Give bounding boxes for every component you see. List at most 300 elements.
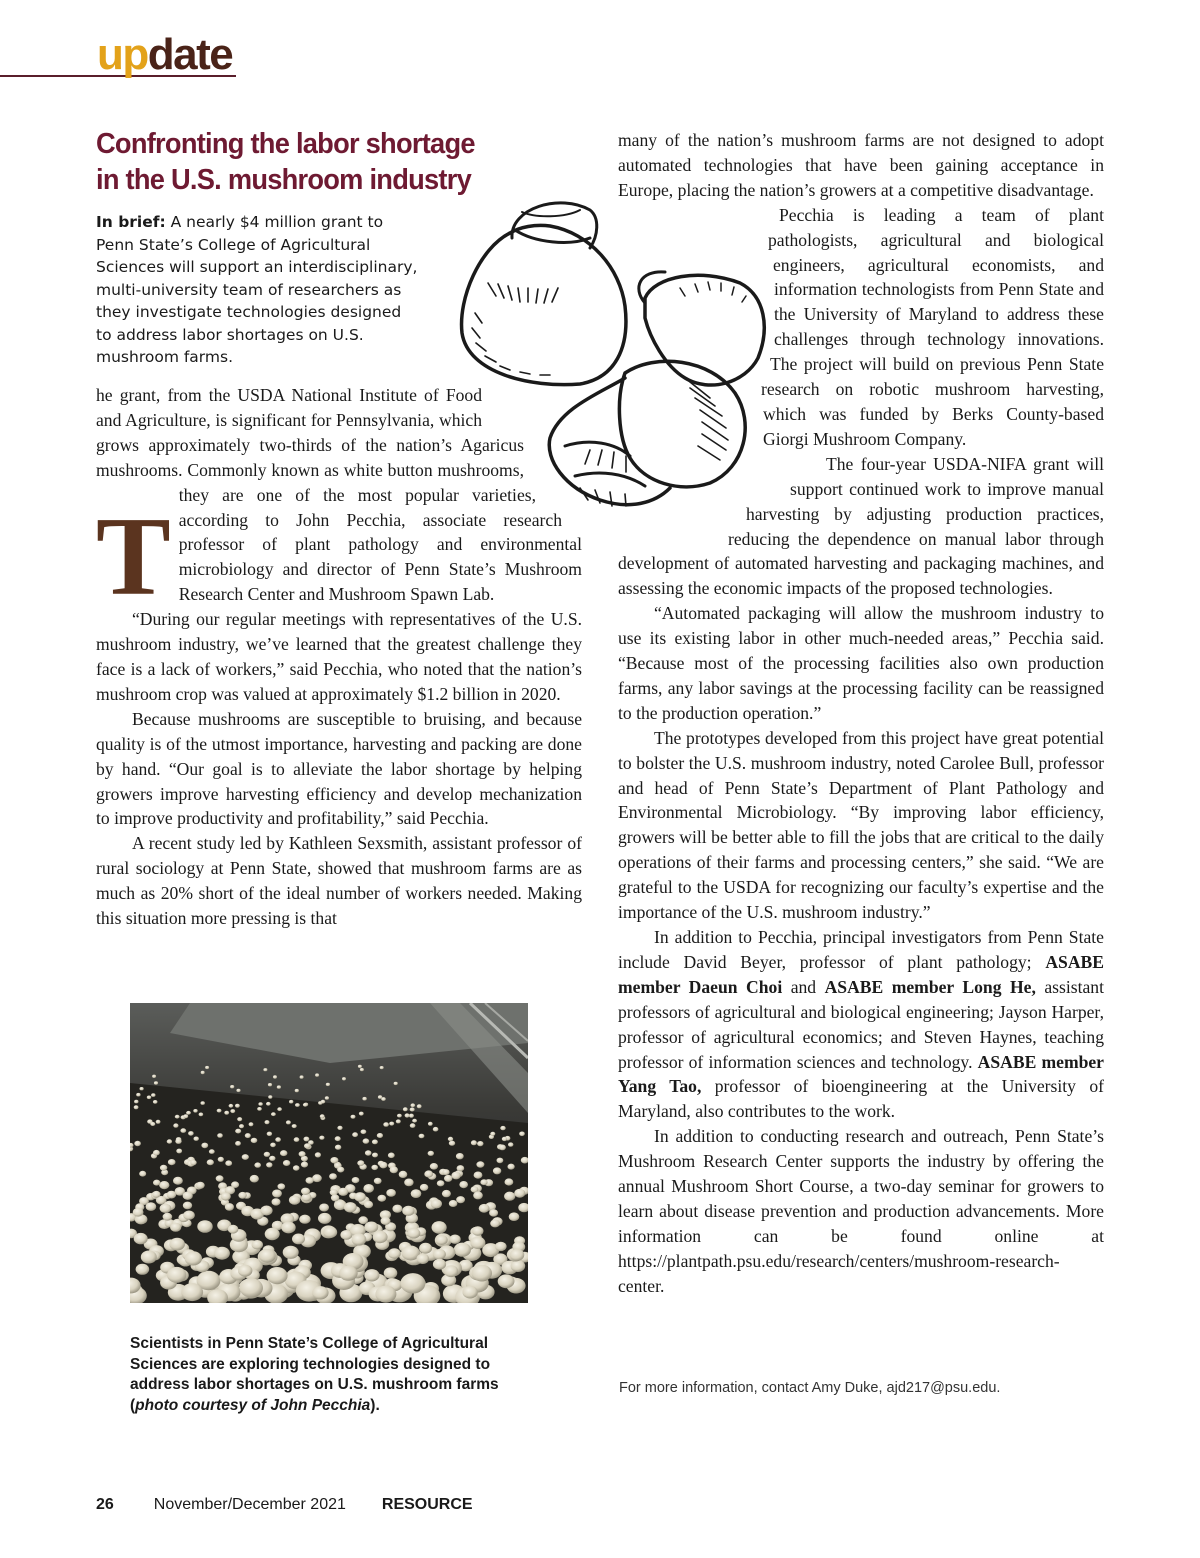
mushroom-cap xyxy=(175,1115,180,1119)
mushroom-cap xyxy=(252,1240,263,1249)
mushroom-cap xyxy=(136,1264,150,1275)
mushroom-cap xyxy=(499,1145,506,1151)
mushroom-cap xyxy=(293,1165,300,1170)
mushroom-cap xyxy=(136,1093,140,1097)
mushroom-cap xyxy=(265,1120,270,1124)
mushroom-cap xyxy=(240,1278,263,1297)
mushroom-cap xyxy=(300,1075,304,1078)
asabe-member-name: ASABE member Yang Tao, xyxy=(618,1051,1104,1097)
mushroom-cap xyxy=(283,1160,290,1166)
mushroom-cap xyxy=(235,1141,241,1146)
section-title-update xyxy=(97,28,232,82)
mushroom-cap xyxy=(457,1165,465,1171)
mushroom-cap xyxy=(266,1102,271,1106)
mushroom-cap xyxy=(281,1222,295,1234)
mushroom-cap xyxy=(160,1165,167,1171)
mushroom-cap xyxy=(459,1181,468,1188)
page-number: 26 xyxy=(96,1496,114,1513)
mushroom-cap xyxy=(374,1178,382,1184)
mushroom-cap xyxy=(269,1156,275,1161)
mushroom-cap xyxy=(176,1149,182,1154)
mushroom-cap xyxy=(456,1196,465,1203)
mushroom-cap xyxy=(335,1145,341,1150)
mushroom-cap xyxy=(318,1213,331,1224)
mushroom-cap xyxy=(325,1096,329,1100)
mushroom-cap xyxy=(357,1160,364,1166)
mushroom-cap xyxy=(436,1235,448,1245)
mushroom-cap xyxy=(199,1113,204,1117)
mushroom-cap xyxy=(245,1133,251,1138)
article-paragraph: Pecchia is leading a team of plant pathologists, agricultural and biological engineers, agricultural economists, and information technologists from Penn State and the University of Maryland to address these challenges through technology innovations. The project will build on previous Penn State research on robotic mushroom harvesting, which was funded by Berks County-based Giorgi Mushroom Company. xyxy=(761,204,1104,449)
mushroom-cap xyxy=(221,1192,231,1200)
mushroom-cap xyxy=(404,1179,413,1187)
mushroom-cap xyxy=(151,1093,155,1097)
mushroom-cap xyxy=(504,1192,515,1201)
mushroom-cap xyxy=(216,1175,224,1181)
mushroom-cap xyxy=(249,1122,254,1126)
mushroom-cap xyxy=(319,1136,324,1140)
mushroom-cap xyxy=(480,1179,487,1185)
mushroom-cap xyxy=(372,1153,378,1158)
mushroom-cap xyxy=(197,1220,212,1233)
mushroom-cap xyxy=(490,1132,495,1136)
mushroom-cap xyxy=(377,1133,383,1138)
mushroom-cap xyxy=(258,1102,262,1106)
mushroom-cap xyxy=(134,1141,141,1146)
mushroom-cap xyxy=(169,1238,185,1251)
mushroom-cap xyxy=(306,1177,314,1184)
mushroom-cap xyxy=(430,1163,438,1170)
article-paragraph: “Automated packaging will allow the mushroom industry to use its existing labor in other much-needed areas,” Pecchia said. “Because most of the processing facilities also own production farms, any labor savings at the processing facility can be reassigned to the production operation.” xyxy=(618,603,1104,723)
mushroom-cap xyxy=(410,1108,415,1112)
asabe-member-name: ASABE member Daeun Choi xyxy=(618,951,1104,997)
mushroom-cap xyxy=(384,1267,398,1278)
mushroom-cap xyxy=(432,1221,447,1234)
mushroom-cap xyxy=(472,1265,492,1282)
mushroom-cap xyxy=(230,1085,234,1088)
mushroom-cap xyxy=(301,1188,310,1195)
article-paragraph: “During our regular meetings with representatives of the U.S. mushroom industry, we’ve learned that the greatest challenge they face is a lack of workers,” said Pecchia, who noted that the nation’s mushroom crop was valued at approximately $1.2 billion in 2020. xyxy=(96,609,582,704)
article-paragraph: Because mushrooms are susceptible to bruising, and because quality is of the utmost importance, harvesting and packing are done by hand. “Our goal is to alleviate the labor shortage by helping growers improve harvesting efficiency and develop mechanization to improve productivity and profitability,” said Pecchia. xyxy=(96,708,582,829)
mushroom-cap xyxy=(449,1200,458,1207)
mushroom-cap xyxy=(375,1286,396,1303)
mushroom-cap xyxy=(490,1219,500,1227)
mushroom-cap xyxy=(160,1204,172,1213)
mushroom-cap xyxy=(364,1201,373,1209)
mushroom-cap xyxy=(134,1100,138,1104)
page-footer xyxy=(96,1496,473,1514)
mushroom-cap xyxy=(462,1286,477,1299)
mushroom-cap xyxy=(183,1192,193,1200)
mushroom-cap xyxy=(201,1101,205,1105)
mushroom-cap xyxy=(238,1192,246,1199)
mushroom-cap xyxy=(383,1122,389,1127)
mushroom-cap xyxy=(225,1160,232,1166)
issue-date: November/December 2021 xyxy=(153,1496,346,1513)
mushroom-cap xyxy=(476,1161,484,1167)
mushroom-cap xyxy=(168,1159,176,1165)
asabe-member-name: ASABE member Long He, xyxy=(824,976,1036,997)
mushroom-cap xyxy=(278,1183,286,1189)
mushroom-cap xyxy=(428,1151,434,1156)
mushroom-cap xyxy=(351,1115,356,1119)
mushroom-cap xyxy=(363,1138,370,1143)
mushroom-cap xyxy=(433,1259,446,1270)
mushroom-cap xyxy=(433,1249,446,1260)
mushroom-cap xyxy=(320,1114,325,1118)
mushroom-cap xyxy=(337,1126,342,1130)
mushroom-cap xyxy=(364,1269,379,1281)
mushroom-cap xyxy=(259,1249,276,1263)
mushroom-cap xyxy=(303,1103,308,1107)
mushroom-cap xyxy=(400,1273,425,1293)
mushroom-cap xyxy=(470,1237,485,1249)
section-title-up: up xyxy=(97,30,148,79)
mushroom-cap xyxy=(448,1137,453,1141)
article-paragraph: A recent study led by Kathleen Sexsmith, assistant professor of rural sociology at Penn State, showed that mushroom farms are as much as 20% short of the ideal number of workers needed. Making this situation more pressing is that xyxy=(96,833,582,929)
mushroom-cap xyxy=(403,1107,408,1111)
mushroom-cap xyxy=(397,1114,402,1118)
mushroom-cap xyxy=(265,1228,280,1240)
mushroom-cap xyxy=(354,1192,366,1202)
mushroom-cap xyxy=(175,1139,181,1144)
mushroom-cap xyxy=(412,1119,417,1123)
mushroom-cap xyxy=(449,1235,460,1244)
mushroom-cap xyxy=(442,1169,449,1175)
mushroom-cap xyxy=(360,1068,364,1071)
mushroom-cap xyxy=(431,1199,442,1208)
mushroom-cap xyxy=(173,1177,183,1185)
mushroom-cap xyxy=(358,1065,362,1068)
mushroom-cap xyxy=(217,1109,222,1113)
text-run: and xyxy=(782,976,825,997)
mushroom-cap xyxy=(378,1095,382,1099)
mushroom-cap xyxy=(330,1157,338,1163)
mushroom-cap xyxy=(224,1111,229,1115)
mushroom-cap xyxy=(489,1209,498,1216)
mushroom-cap xyxy=(218,1157,224,1162)
caption-text: Scientists in Penn State’s College of Agricultural Sciences are exploring technologies designed to address labor shortages on U.S. mushroom farms ( xyxy=(130,1335,499,1414)
mushroom-cap xyxy=(411,1189,422,1198)
in-brief-text: A nearly $4 million grant to Penn State’s College of Agricultural Sciences will support an interdisciplinary, multi-university team of researchers as they investigate technologies designed to address labor shortages on U.S. mushroom farms. xyxy=(96,213,418,366)
mushroom-cap xyxy=(519,1132,525,1137)
mushroom-cap xyxy=(193,1109,197,1113)
mushroom-cap xyxy=(498,1274,515,1288)
mushroom-cap xyxy=(185,1251,202,1265)
mushroom-cap xyxy=(419,1134,425,1139)
mushroom-cap xyxy=(417,1104,422,1108)
mushroom-cap xyxy=(386,1189,396,1197)
mushroom-cap xyxy=(344,1202,357,1212)
mushroom-cap xyxy=(209,1149,215,1154)
mushroom-cap xyxy=(139,1171,146,1177)
mushroom-cap xyxy=(183,1202,192,1210)
mushroom-cap xyxy=(364,1222,378,1233)
mushroom-cap xyxy=(267,1132,272,1136)
mushroom-cap xyxy=(444,1265,458,1277)
mushroom-cap xyxy=(196,1182,205,1189)
mushroom-cap xyxy=(497,1158,504,1164)
mushroom-cap xyxy=(140,1087,144,1090)
mushroom-cap xyxy=(190,1160,196,1165)
mushroom-cap xyxy=(396,1119,401,1123)
mushroom-cap xyxy=(194,1137,199,1141)
mushroom-cap xyxy=(361,1130,367,1135)
mushroom-cap xyxy=(236,1089,240,1092)
mushroom-cap xyxy=(277,1085,281,1088)
mushroom-cap xyxy=(508,1142,513,1146)
mushroom-cap xyxy=(153,1180,160,1186)
text-run: In addition to Pecchia, principal investigators from Penn State include David Beyer, professor of plant pathology; xyxy=(618,927,1104,972)
mushroom-cap xyxy=(329,1173,337,1179)
mushroom-cap xyxy=(472,1226,483,1235)
mushroom-cap xyxy=(399,1171,408,1178)
mushroom-cap xyxy=(454,1243,471,1257)
mushroom-cap xyxy=(272,1190,282,1198)
mushroom-cap xyxy=(292,1234,305,1245)
mushroom-cap xyxy=(263,1068,267,1071)
mushroom-cap xyxy=(273,1075,277,1078)
mushroom-cap xyxy=(152,1075,156,1078)
mushroom-cap xyxy=(352,1233,367,1245)
mushroom-cap xyxy=(352,1177,360,1183)
mushroom-cap xyxy=(505,1178,514,1185)
mushroom-cap xyxy=(147,1096,151,1100)
mushroom-cap xyxy=(154,1081,158,1084)
in-brief xyxy=(96,211,421,369)
mushroom-cap xyxy=(389,1122,394,1126)
mushroom-cap xyxy=(502,1137,507,1141)
mushroom-cap xyxy=(392,1205,402,1213)
mushroom-cap xyxy=(268,1083,272,1086)
contact-info: For more information, contact Amy Duke, ajd217@psu.edu. xyxy=(619,1380,1001,1396)
mushroom-cap xyxy=(167,1267,186,1283)
mushroom-cap xyxy=(295,1089,299,1092)
mushroom-cap xyxy=(170,1223,181,1232)
mushroom-cap xyxy=(201,1071,205,1074)
mushroom-cap xyxy=(251,1138,258,1143)
mushroom-cap xyxy=(321,1100,326,1104)
mushroom-cap xyxy=(268,1095,272,1099)
mushroom-cap xyxy=(379,1162,387,1169)
mushroom-cap xyxy=(289,1195,300,1204)
mushroom-cap xyxy=(163,1213,173,1221)
article-paragraph: The prototypes developed from this project have great potential to bolster the U.S. mushroom industry, noted Carolee Bull, professor and head of Penn State’s Department of Plant Pathology and Environmental Microbiology. “By improving labor efficiency, growers will be better able to fill the jobs that are critical to the daily operations of their farms and processing centers,” she said. “We are grateful to the USDA for recognizing our faculty’s expertise and the importance of the U.S. mushroom industry.” xyxy=(618,727,1104,923)
mushroom-cap xyxy=(409,1114,414,1118)
mushroom-cap xyxy=(331,1194,339,1201)
article-column-right xyxy=(618,128,1104,1299)
article-paragraph: he grant, from the USDA National Institute of Food and Agriculture, is significant for Pennsylvania, which grows approximately two-thirds of the nation’s Agaricus mushrooms. Commonly known as white button mushrooms, they are one of the most popular varieties, according to John Pecchia, associate research professor of plant pathology and environmental microbiology and director of Penn State’s Mushroom Research Center and Mushroom Spawn Lab. xyxy=(96,385,582,605)
mushroom-cap xyxy=(188,1131,194,1136)
mushroom-cap xyxy=(442,1190,451,1197)
mushroom-cap xyxy=(511,1260,526,1272)
mushroom-cap xyxy=(238,1265,252,1277)
article-paragraph: The four-year USDA-NIFA grant will support continued work to improve manual harvesting by adjusting production practices, reducing the dependence on manual labor through development of automated harvesting and packaging machines, and assessing the economic impacts of the proposed technologies. xyxy=(618,453,1104,599)
mushroom-cap xyxy=(500,1126,505,1130)
mushroom-cap xyxy=(365,1150,372,1155)
mushroom-cap xyxy=(299,1215,310,1224)
mushroom-cap xyxy=(186,1111,191,1115)
mushroom-cap xyxy=(292,1124,297,1128)
mushroom-cap xyxy=(214,1247,230,1260)
mushroom-cap xyxy=(388,1153,395,1159)
mushroom-cap xyxy=(229,1104,234,1108)
mushroom-cap xyxy=(239,1124,244,1128)
mushroom-cap xyxy=(283,1246,299,1259)
mushroom-cap xyxy=(183,1211,195,1220)
mushroom-cap xyxy=(153,1150,160,1156)
mushroom-cap xyxy=(217,1133,223,1138)
article-paragraph: many of the nation’s mushroom farms are not designed to adopt automated technologies that have been gaining acceptance in Europe, placing the nation’s growers at a competitive disadvantage. xyxy=(618,130,1104,200)
mushroom-cap xyxy=(508,1164,515,1170)
mushroom-cap xyxy=(474,1172,483,1179)
mushroom-cap xyxy=(235,1104,240,1108)
photo-caption xyxy=(130,1334,540,1416)
mushroom-cap xyxy=(495,1242,507,1251)
headline-line-1: Confronting the labor shortage xyxy=(96,128,475,160)
mushroom-cap xyxy=(390,1166,398,1173)
mushroom-cap xyxy=(319,1204,329,1212)
mushroom-cap xyxy=(420,1184,428,1191)
mushroom-cap xyxy=(337,1167,344,1173)
mushroom-cap xyxy=(205,1066,209,1069)
mushroom-cap xyxy=(359,1112,364,1116)
mushroom-cap xyxy=(156,1120,161,1124)
mushroom-cap xyxy=(266,1162,272,1167)
mushroom-cap xyxy=(323,1226,337,1238)
mushroom-cap xyxy=(133,1208,144,1217)
mushroom-cap xyxy=(289,1100,293,1104)
mushroom-cap xyxy=(250,1175,259,1183)
mushroom-cap xyxy=(509,1212,520,1221)
mushroom-farm-photo xyxy=(130,1003,528,1303)
mushroom-cap xyxy=(275,1137,281,1142)
mushroom-cap xyxy=(280,1150,287,1156)
mushroom-cap xyxy=(260,1206,272,1216)
mushroom-cap xyxy=(237,1117,242,1121)
in-brief-label: In brief: xyxy=(96,213,166,231)
mushroom-cap xyxy=(181,1283,203,1301)
mushroom-cap xyxy=(271,1112,276,1116)
text-run: assistant professors of agricultural and biological engineering; Jayson Harper, professor of agricultural economics; and Steven Haynes, teaching professor of information sciences and technology. xyxy=(618,976,1104,1072)
section-title-date: date xyxy=(147,30,233,79)
mushroom-cap xyxy=(242,1154,249,1160)
mushroom-cap xyxy=(152,1191,160,1198)
mushroom-cap xyxy=(433,1127,439,1132)
mushroom-cap xyxy=(410,1123,416,1128)
mushroom-cap xyxy=(372,1140,378,1145)
mushroom-cap xyxy=(150,1122,155,1126)
mushroom-cap xyxy=(315,1152,321,1157)
mushroom-cap xyxy=(225,1203,234,1211)
mushroom-cap xyxy=(471,1140,477,1145)
drop-cap: T xyxy=(96,495,171,619)
article-paragraph: In addition to conducting research and outreach, Penn State’s Mushroom Research Center supports the industry by offering the annual Mushroom Short Course, a two-day seminar for growers to learn about disease prevention and production advancements. More information can be found online at https://plantpath.psu.edu/research/centers/mushroom-research-center. xyxy=(618,1126,1104,1296)
mushroom-cap xyxy=(153,1100,158,1104)
mushroom-cap xyxy=(134,1233,148,1244)
article-column-left xyxy=(96,383,582,931)
mushroom-cap xyxy=(424,1170,433,1177)
mushroom-cap xyxy=(456,1153,464,1159)
mushroom-cap xyxy=(378,1195,387,1202)
mushroom-cap xyxy=(180,1128,186,1133)
mushroom-cap xyxy=(373,1231,388,1243)
mushroom-cap xyxy=(428,1122,433,1126)
mushroom-cap xyxy=(326,1083,330,1086)
headline-line-2: in the U.S. mushroom industry xyxy=(96,164,472,196)
mushroom-cap xyxy=(419,1243,432,1254)
mushroom-cap xyxy=(304,1137,310,1142)
mushroom-cap xyxy=(437,1180,445,1186)
mushroom-cap xyxy=(207,1159,214,1165)
mushroom-cap xyxy=(493,1167,501,1174)
mushroom-cap xyxy=(371,1165,378,1170)
mushroom-cap xyxy=(381,1217,391,1225)
mushroom-cap xyxy=(159,1181,169,1189)
mushroom-cap xyxy=(286,1120,291,1124)
mushroom-cap xyxy=(167,1139,172,1143)
mushroom-cap xyxy=(267,1267,288,1284)
mushroom-cap xyxy=(342,1077,346,1080)
mushroom-cap xyxy=(301,1162,308,1168)
mushroom-cap xyxy=(473,1191,483,1199)
mushroom-cap xyxy=(270,1143,276,1148)
mushroom-cap xyxy=(272,1198,281,1205)
mushroom-cap xyxy=(257,1107,262,1111)
mushroom-cap xyxy=(167,1191,177,1199)
mushroom-cap xyxy=(363,1184,374,1193)
caption-text: ). xyxy=(370,1396,380,1414)
mushroom-cap xyxy=(449,1141,455,1146)
magazine-name: RESOURCE xyxy=(381,1496,473,1513)
mushroom-cap xyxy=(146,1202,157,1211)
mushroom-cap xyxy=(514,1189,525,1198)
mushroom-cap xyxy=(358,1216,368,1224)
mushroom-cap xyxy=(362,1097,366,1101)
mushroom-cap xyxy=(134,1105,139,1109)
mushroom-cap xyxy=(444,1175,452,1182)
mushroom-cap xyxy=(388,1248,401,1258)
mushroom-cap xyxy=(254,1162,261,1167)
mushroom-cap xyxy=(407,1228,420,1239)
mushroom-cap xyxy=(510,1249,525,1261)
article-paragraph xyxy=(618,925,1104,1124)
mushroom-cap xyxy=(451,1172,460,1180)
mushroom-cap xyxy=(235,1129,241,1134)
mushroom-cap xyxy=(230,1109,235,1113)
mushroom-cap xyxy=(294,1137,300,1142)
mushroom-cap xyxy=(312,1286,328,1299)
mushroom-cap xyxy=(394,1082,398,1085)
mushroom-cap xyxy=(402,1206,414,1216)
mushroom-cap xyxy=(141,1251,157,1264)
mushroom-cap xyxy=(338,1188,348,1196)
mushroom-cap xyxy=(295,1103,300,1107)
mushroom-cap xyxy=(277,1107,282,1111)
mushroom-cap xyxy=(228,1225,239,1234)
mushroom-cap xyxy=(201,1143,208,1149)
mushroom-cap xyxy=(315,1073,319,1076)
mushroom-cap xyxy=(183,1114,188,1118)
mushroom-cap xyxy=(352,1132,358,1137)
text-run: professor of bioengineering at the University of Maryland, also contributes to the work. xyxy=(618,1076,1104,1122)
mushroom-cap xyxy=(339,1266,358,1281)
mushroom-cap xyxy=(477,1141,483,1146)
mushroom-cap xyxy=(411,1103,416,1107)
mushroom-cap xyxy=(405,1113,410,1117)
mushroom-cap xyxy=(173,1123,178,1127)
mushroom-cap xyxy=(299,1151,306,1157)
